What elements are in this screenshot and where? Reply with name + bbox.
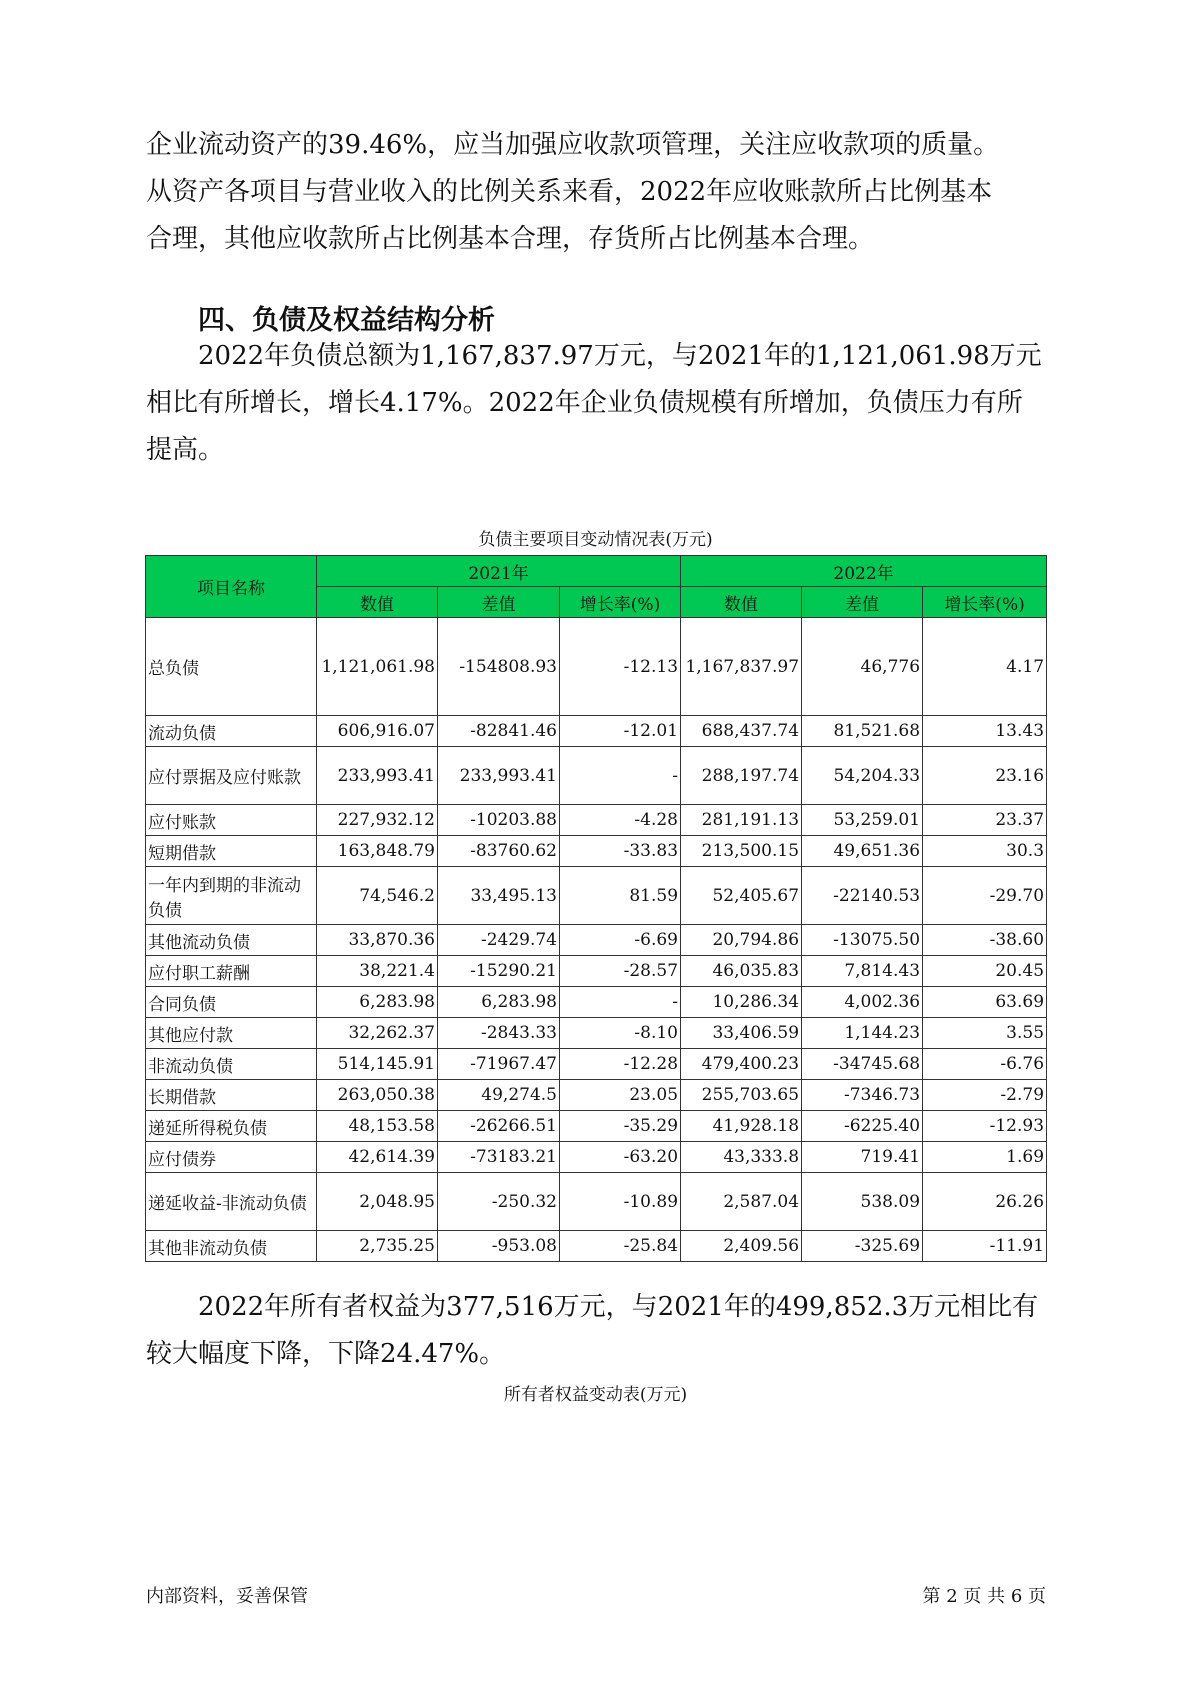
row-value-cell: 233,993.41 <box>438 747 560 805</box>
row-item-name: 非流动负债 <box>146 1049 317 1080</box>
row-item-name: 总负债 <box>146 618 317 716</box>
row-value-cell: 227,932.12 <box>317 805 438 836</box>
row-value-cell: -22140.53 <box>802 867 923 925</box>
header-col: 差值 <box>438 587 560 618</box>
row-value-cell: -11.91 <box>923 1231 1047 1262</box>
row-value-cell: 48,153.58 <box>317 1111 438 1142</box>
header-item: 项目名称 <box>146 556 317 618</box>
row-value-cell: 53,259.01 <box>802 805 923 836</box>
section-heading: 四、负债及权益结构分析 <box>198 305 495 336</box>
row-value-cell: -12.13 <box>560 618 681 716</box>
row-value-cell: -15290.21 <box>438 956 560 987</box>
equity-line: 较大幅度下降，下降24.47%。 <box>146 1339 506 1369</box>
row-value-cell: -12.28 <box>560 1049 681 1080</box>
row-value-cell: -28.57 <box>560 956 681 987</box>
row-value-cell: 281,191.13 <box>681 805 802 836</box>
row-value-cell: -33.83 <box>560 836 681 867</box>
row-value-cell: -154808.93 <box>438 618 560 716</box>
row-value-cell: -83760.62 <box>438 836 560 867</box>
row-value-cell: 23.37 <box>923 805 1047 836</box>
row-value-cell: 63.69 <box>923 987 1047 1018</box>
table-row <box>146 867 1047 925</box>
row-value-cell: 33,870.36 <box>317 925 438 956</box>
table-row <box>146 925 1047 956</box>
row-item-name: 应付职工薪酬 <box>146 956 317 987</box>
header-col: 增长率(%) <box>923 587 1047 618</box>
row-value-cell: 54,204.33 <box>802 747 923 805</box>
row-item-name: 其他非流动负债 <box>146 1231 317 1262</box>
table-row <box>146 836 1047 867</box>
row-value-cell: -12.93 <box>923 1111 1047 1142</box>
table-row <box>146 987 1047 1018</box>
row-value-cell: 263,050.38 <box>317 1080 438 1111</box>
row-value-cell: 20,794.86 <box>681 925 802 956</box>
row-value-cell: -6.69 <box>560 925 681 956</box>
header-year-2021: 2021年 <box>317 556 681 587</box>
row-value-cell: -8.10 <box>560 1018 681 1049</box>
row-value-cell: -38.60 <box>923 925 1047 956</box>
row-item-name: 其他应付款 <box>146 1018 317 1049</box>
row-value-cell: 1,144.23 <box>802 1018 923 1049</box>
table-caption: 负债主要项目变动情况表(万元) <box>478 530 713 550</box>
row-value-cell: 514,145.91 <box>317 1049 438 1080</box>
table-body <box>146 618 1047 1262</box>
row-value-cell: 42,614.39 <box>317 1142 438 1173</box>
header-year-2022: 2022年 <box>681 556 1047 587</box>
row-value-cell: 1.69 <box>923 1142 1047 1173</box>
table-row <box>146 618 1047 716</box>
row-value-cell: -73183.21 <box>438 1142 560 1173</box>
header-col: 差值 <box>802 587 923 618</box>
row-value-cell: -2.79 <box>923 1080 1047 1111</box>
row-value-cell: -13075.50 <box>802 925 923 956</box>
row-value-cell: -29.70 <box>923 867 1047 925</box>
row-value-cell: 606,916.07 <box>317 716 438 747</box>
row-item-name: 一年内到期的非流动负债 <box>146 867 317 925</box>
row-value-cell: 32,262.37 <box>317 1018 438 1049</box>
row-item-name: 递延收益-非流动负债 <box>146 1173 317 1231</box>
row-value-cell: 2,587.04 <box>681 1173 802 1231</box>
footer-page-number: 第 2 页 共 6 页 <box>922 1586 1046 1607</box>
row-value-cell: - <box>560 987 681 1018</box>
row-value-cell: 43,333.8 <box>681 1142 802 1173</box>
row-value-cell: 74,546.2 <box>317 867 438 925</box>
table-row <box>146 1018 1047 1049</box>
row-value-cell: -10.89 <box>560 1173 681 1231</box>
row-item-name: 短期借款 <box>146 836 317 867</box>
row-value-cell: 2,048.95 <box>317 1173 438 1231</box>
row-value-cell: 49,651.36 <box>802 836 923 867</box>
intro-line: 从资产各项目与营业收入的比例关系来看，2022年应收账款所占比例基本 <box>146 177 993 207</box>
intro-paragraph <box>146 122 1046 263</box>
equity-line: 2022年所有者权益为377,516万元，与2021年的499,852.3万元相比有 <box>198 1292 1039 1322</box>
row-value-cell: -2429.74 <box>438 925 560 956</box>
row-value-cell: -4.28 <box>560 805 681 836</box>
header-col: 数值 <box>681 587 802 618</box>
row-value-cell: -25.84 <box>560 1231 681 1262</box>
row-value-cell: 3.55 <box>923 1018 1047 1049</box>
row-value-cell: -7346.73 <box>802 1080 923 1111</box>
header-col: 数值 <box>317 587 438 618</box>
liability-table <box>145 555 1047 1262</box>
row-value-cell: 4.17 <box>923 618 1047 716</box>
row-value-cell: 479,400.23 <box>681 1049 802 1080</box>
row-value-cell: -2843.33 <box>438 1018 560 1049</box>
equity-paragraph <box>146 1284 1046 1378</box>
intro-line: 企业流动资产的39.46%，应当加强应收款项管理，关注应收款项的质量。 <box>146 130 1000 160</box>
row-value-cell: 1,167,837.97 <box>681 618 802 716</box>
row-value-cell: 30.3 <box>923 836 1047 867</box>
liability-line: 相比有所增长，增长4.17%。2022年企业负债规模有所增加，负债压力有所 <box>146 388 1023 418</box>
row-value-cell: 688,437.74 <box>681 716 802 747</box>
row-item-name: 流动负债 <box>146 716 317 747</box>
row-value-cell: 46,776 <box>802 618 923 716</box>
row-value-cell: 81,521.68 <box>802 716 923 747</box>
row-value-cell: -82841.46 <box>438 716 560 747</box>
row-value-cell: -71967.47 <box>438 1049 560 1080</box>
row-value-cell: 81.59 <box>560 867 681 925</box>
row-value-cell: 26.26 <box>923 1173 1047 1231</box>
row-value-cell: 49,274.5 <box>438 1080 560 1111</box>
row-value-cell: 23.16 <box>923 747 1047 805</box>
liability-line: 提高。 <box>146 435 225 465</box>
intro-line: 合理，其他应收款所占比例基本合理，存货所占比例基本合理。 <box>146 224 875 254</box>
row-value-cell: -10203.88 <box>438 805 560 836</box>
table-row <box>146 805 1047 836</box>
row-value-cell: 33,406.59 <box>681 1018 802 1049</box>
table-row <box>146 1080 1047 1111</box>
row-item-name: 长期借款 <box>146 1080 317 1111</box>
row-item-name: 合同负债 <box>146 987 317 1018</box>
row-value-cell: -26266.51 <box>438 1111 560 1142</box>
row-item-name: 递延所得税负债 <box>146 1111 317 1142</box>
liability-line: 2022年负债总额为1,167,837.97万元，与2021年的1,121,061.98万元 <box>198 341 1042 371</box>
row-value-cell: -6225.40 <box>802 1111 923 1142</box>
row-value-cell: 7,814.43 <box>802 956 923 987</box>
row-value-cell: 52,405.67 <box>681 867 802 925</box>
row-value-cell: - <box>560 747 681 805</box>
row-value-cell: 20.45 <box>923 956 1047 987</box>
row-value-cell: -63.20 <box>560 1142 681 1173</box>
row-value-cell: 719.41 <box>802 1142 923 1173</box>
table-row <box>146 747 1047 805</box>
row-value-cell: 33,495.13 <box>438 867 560 925</box>
row-value-cell: -325.69 <box>802 1231 923 1262</box>
table-row <box>146 1049 1047 1080</box>
header-col: 增长率(%) <box>560 587 681 618</box>
row-value-cell: -250.32 <box>438 1173 560 1231</box>
row-value-cell: 23.05 <box>560 1080 681 1111</box>
row-value-cell: -35.29 <box>560 1111 681 1142</box>
row-value-cell: 46,035.83 <box>681 956 802 987</box>
row-value-cell: -6.76 <box>923 1049 1047 1080</box>
row-value-cell: 288,197.74 <box>681 747 802 805</box>
table-row <box>146 1142 1047 1173</box>
row-value-cell: 233,993.41 <box>317 747 438 805</box>
table-row <box>146 1111 1047 1142</box>
row-value-cell: -12.01 <box>560 716 681 747</box>
row-value-cell: 2,409.56 <box>681 1231 802 1262</box>
equity-table-caption: 所有者权益变动表(万元) <box>503 1385 688 1405</box>
row-value-cell: 13.43 <box>923 716 1047 747</box>
table-row <box>146 1173 1047 1231</box>
table-row <box>146 716 1047 747</box>
row-value-cell: -34745.68 <box>802 1049 923 1080</box>
row-value-cell: 6,283.98 <box>438 987 560 1018</box>
row-value-cell: 163,848.79 <box>317 836 438 867</box>
row-value-cell: 41,928.18 <box>681 1111 802 1142</box>
row-value-cell: 38,221.4 <box>317 956 438 987</box>
row-value-cell: 213,500.15 <box>681 836 802 867</box>
row-value-cell: 6,283.98 <box>317 987 438 1018</box>
table-row <box>146 956 1047 987</box>
liability-paragraph <box>146 333 1046 474</box>
row-value-cell: 255,703.65 <box>681 1080 802 1111</box>
row-item-name: 应付债券 <box>146 1142 317 1173</box>
footer-confidential: 内部资料，妥善保管 <box>146 1586 308 1607</box>
row-value-cell: 10,286.34 <box>681 987 802 1018</box>
row-value-cell: 2,735.25 <box>317 1231 438 1262</box>
table-row <box>146 1231 1047 1262</box>
row-item-name: 应付票据及应付账款 <box>146 747 317 805</box>
row-item-name: 其他流动负债 <box>146 925 317 956</box>
row-value-cell: 1,121,061.98 <box>317 618 438 716</box>
row-value-cell: 4,002.36 <box>802 987 923 1018</box>
row-item-name: 应付账款 <box>146 805 317 836</box>
row-value-cell: -953.08 <box>438 1231 560 1262</box>
row-value-cell: 538.09 <box>802 1173 923 1231</box>
